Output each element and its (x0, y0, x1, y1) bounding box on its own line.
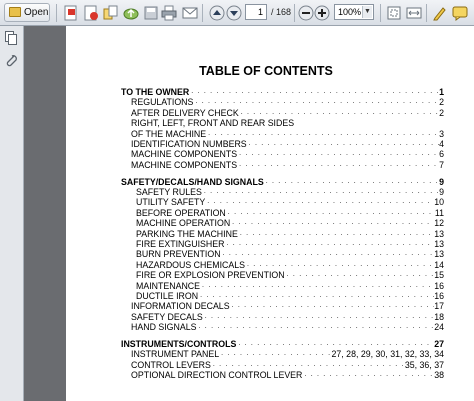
toc-entry-label: SAFETY/DECALS/HAND SIGNALS (121, 176, 264, 187)
toc-entry-label: DUCTILE IRON (136, 290, 199, 301)
dot-leader (247, 139, 439, 149)
toc-entry[interactable] (121, 97, 444, 107)
dot-leader (219, 349, 331, 359)
toolbar-separator (202, 4, 203, 22)
toc-entry-label: INFORMATION DECALS (131, 301, 230, 312)
toc-page-number: 10 (434, 197, 444, 208)
dot-leader (198, 291, 434, 301)
toc-page-number: 4 (439, 138, 444, 149)
toc-page-number: 9 (439, 187, 444, 198)
toc-page-number: 2 (439, 97, 444, 108)
fit-width-icon[interactable] (406, 5, 422, 21)
zoom-in-icon[interactable] (314, 5, 330, 21)
toc-entry-label: HAZARDOUS CHEMICALS (136, 259, 245, 270)
toc-heading[interactable] (121, 339, 444, 349)
create-pdf-icon[interactable] (63, 5, 79, 21)
dot-leader (224, 239, 434, 249)
dot-leader (221, 249, 435, 259)
toc-entry-label: RIGHT, LEFT, FRONT AND REAR SIDES (131, 118, 295, 129)
toc-page-number: 15 (434, 270, 444, 281)
dot-leader (193, 97, 439, 107)
print-to-pdf-icon[interactable] (83, 5, 99, 21)
print-icon[interactable] (161, 5, 177, 21)
toc-entry-label: IDENTIFICATION NUMBERS (131, 138, 247, 149)
toc-entry-label: SAFETY RULES (136, 187, 202, 198)
toc-entry-label: BURN PREVENTION (136, 249, 221, 260)
toc-entry-label: PARKING THE MACHINE (136, 228, 238, 239)
email-icon[interactable] (182, 5, 198, 21)
folder-icon (9, 7, 21, 17)
toc-page-number: 27, 28, 29, 30, 31, 32, 33, 34 (331, 349, 444, 360)
toc-entry-label: SAFETY DECALS (131, 311, 203, 322)
dot-leader (189, 87, 439, 97)
toc-entry-label: AFTER DELIVERY CHECK (131, 107, 239, 118)
zoom-out-icon[interactable] (298, 5, 314, 21)
navigation-pane (0, 26, 24, 401)
document-page (66, 26, 474, 401)
toc-heading[interactable] (121, 87, 444, 97)
toc-page-number: 1 (439, 87, 444, 97)
toolbar-separator (56, 4, 57, 22)
dot-leader (230, 301, 435, 311)
save-icon[interactable] (143, 5, 159, 21)
toolbar-separator (294, 4, 295, 22)
upload-cloud-icon[interactable] (123, 5, 139, 21)
toc-page-number: 13 (434, 238, 444, 249)
open-button[interactable] (4, 3, 50, 22)
toc-entry-label: FIRE EXTINGUISHER (136, 238, 225, 249)
next-page-icon[interactable] (226, 5, 242, 21)
dot-leader (202, 187, 439, 197)
toc-entry[interactable] (121, 197, 444, 207)
toc-entry[interactable] (121, 281, 444, 291)
toc-page-number: 3 (439, 128, 444, 139)
toc-entry[interactable] (121, 160, 444, 170)
toc-entry-label: CONTROL LEVERS (131, 359, 211, 370)
toc-page-number: 38 (434, 370, 444, 381)
toc-page-number: 14 (434, 259, 444, 270)
fit-page-icon[interactable] (386, 5, 402, 21)
dot-leader (230, 218, 434, 228)
toc-entry[interactable] (121, 108, 444, 118)
dot-leader (285, 270, 435, 280)
toc-entry-label: MAINTENANCE (136, 280, 201, 291)
zoom-value: 100% (338, 7, 362, 17)
dot-leader (203, 312, 435, 322)
dot-leader (236, 339, 434, 349)
toc-page-number: 27 (434, 338, 444, 349)
toc-entry-label: HAND SIGNALS (131, 322, 197, 333)
toc-entry[interactable] (121, 249, 444, 259)
toc-entry[interactable] (121, 349, 444, 359)
zoom-select[interactable] (334, 4, 374, 20)
toc-entry[interactable] (121, 149, 444, 159)
previous-page-icon[interactable] (209, 5, 225, 21)
toc-entry-label: FIRE OR EXPLOSION PREVENTION (136, 270, 285, 281)
dot-leader (264, 177, 439, 187)
toc-entry[interactable] (121, 260, 444, 270)
toc-entry-label: INSTRUMENT PANEL (131, 349, 220, 360)
toc-page-number: 13 (434, 249, 444, 260)
toc-entry[interactable] (121, 229, 444, 239)
toc-entry[interactable] (121, 301, 444, 311)
dot-leader (237, 160, 439, 170)
toc-page-number: 35, 36, 37 (404, 359, 444, 370)
toc-page-number: 11 (434, 207, 444, 218)
dot-leader (226, 208, 435, 218)
toc-page-number: 18 (434, 311, 444, 322)
toc-entry[interactable] (121, 360, 444, 370)
dot-leader (211, 360, 405, 370)
toc-page-number: 13 (434, 228, 444, 239)
page-total: / 168 (271, 7, 292, 17)
dot-leader (205, 197, 434, 207)
toc-entry[interactable] (121, 129, 444, 139)
toc-entry-label: OPTIONAL DIRECTION CONTROL LEVER (131, 370, 303, 381)
toc-entry[interactable] (121, 218, 444, 228)
toc-entry-label: INSTRUMENTS/CONTROLS (121, 338, 237, 349)
dot-leader (197, 322, 435, 332)
toc-entry-label: MACHINE OPERATION (136, 218, 231, 229)
dot-leader (200, 281, 434, 291)
toc-page-number: 24 (434, 322, 444, 333)
page-thumbnails-icon[interactable] (5, 31, 18, 45)
toc-page-number: 17 (434, 301, 444, 312)
toc-entry[interactable] (121, 208, 444, 218)
toc-entry-label: UTILITY SAFETY (136, 197, 206, 208)
dot-leader (239, 108, 439, 118)
toc-entry[interactable] (121, 187, 444, 197)
toc-entry-label: REGULATIONS (131, 97, 194, 108)
comment-icon[interactable] (452, 5, 468, 21)
toc-entry[interactable] (121, 270, 444, 280)
page-title: TABLE OF CONTENTS (199, 64, 333, 78)
document-gutter (24, 26, 66, 401)
open-label: Open (24, 7, 49, 18)
toc-entry-label: BEFORE OPERATION (136, 207, 226, 218)
toc-entry[interactable] (121, 139, 444, 149)
toc-entry-label: OF THE MACHINE (131, 128, 207, 139)
toc-entry-label: MACHINE COMPONENTS (131, 159, 238, 170)
toc-entry[interactable] (121, 118, 444, 128)
toolbar-separator (380, 4, 381, 22)
toc-page-number: 12 (434, 218, 444, 229)
toc-heading[interactable] (121, 177, 444, 187)
toolbar (0, 0, 474, 26)
dot-leader (237, 149, 439, 159)
toc-entry[interactable] (121, 239, 444, 249)
toc-entry[interactable] (121, 291, 444, 301)
table-of-contents (121, 87, 444, 381)
dot-leader (206, 129, 439, 139)
chevron-down-icon[interactable]: ▼ (362, 6, 372, 18)
toc-page-number: 2 (439, 107, 444, 118)
dot-leader (245, 260, 434, 270)
attachments-icon[interactable] (5, 54, 18, 68)
toc-entry[interactable] (121, 322, 444, 332)
sign-icon[interactable] (432, 5, 448, 21)
toc-entry-label: MACHINE COMPONENTS (131, 149, 238, 160)
toc-entry[interactable] (121, 370, 444, 380)
toc-entry-label: TO THE OWNER (121, 87, 190, 97)
dot-leader (238, 229, 434, 239)
toolbar-separator (426, 4, 427, 22)
toc-entry[interactable] (121, 312, 444, 322)
page-number-input[interactable]: 1 (245, 4, 267, 20)
toc-page-number: 16 (434, 280, 444, 291)
combine-files-icon[interactable] (103, 5, 119, 21)
toc-page-number: 16 (434, 290, 444, 301)
toc-page-number: 7 (439, 159, 444, 170)
toc-page-number: 6 (439, 149, 444, 160)
toc-page-number: 9 (439, 176, 444, 187)
dot-leader (302, 370, 434, 380)
